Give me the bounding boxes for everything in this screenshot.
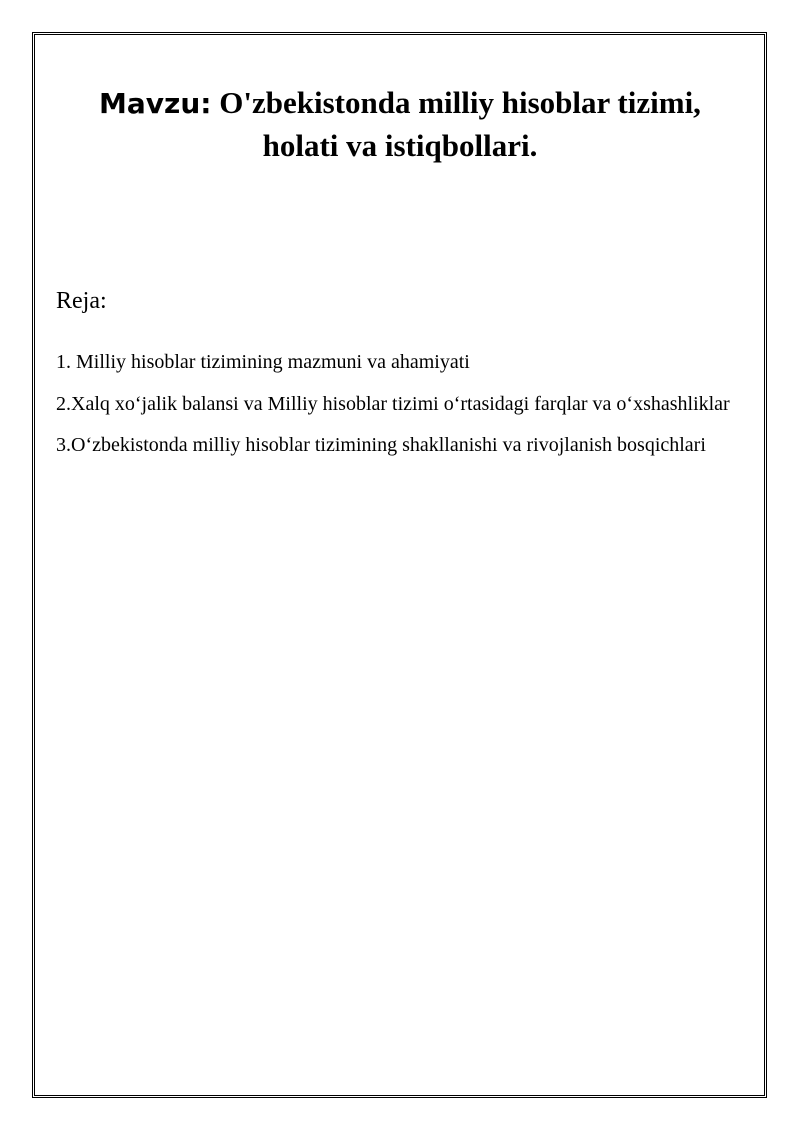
plan-item: 2.Xalq xo‘jalik balansi va Milliy hisoblar tizimi o‘rtasidagi farqlar va o‘xshashliklar: [56, 392, 730, 415]
plan-list: [56, 342, 742, 467]
page-border: [32, 32, 767, 1098]
title-line-1: O'zbekistonda milliy hisoblar tizimi,: [211, 85, 701, 120]
title-lead: Mavzu:: [99, 87, 212, 120]
plan-item: 1. Milliy hisoblar tizimining mazmuni va ahamiyati: [56, 351, 470, 373]
title-line-2: holati va istiqbollari.: [262, 128, 538, 163]
plan-item: 3.O‘zbekistonda milliy hisoblar tizimining shakllanishi va rivojlanish bosqichlari: [56, 434, 706, 456]
plan-heading: Reja:: [56, 288, 107, 314]
document-title: [60, 82, 740, 167]
